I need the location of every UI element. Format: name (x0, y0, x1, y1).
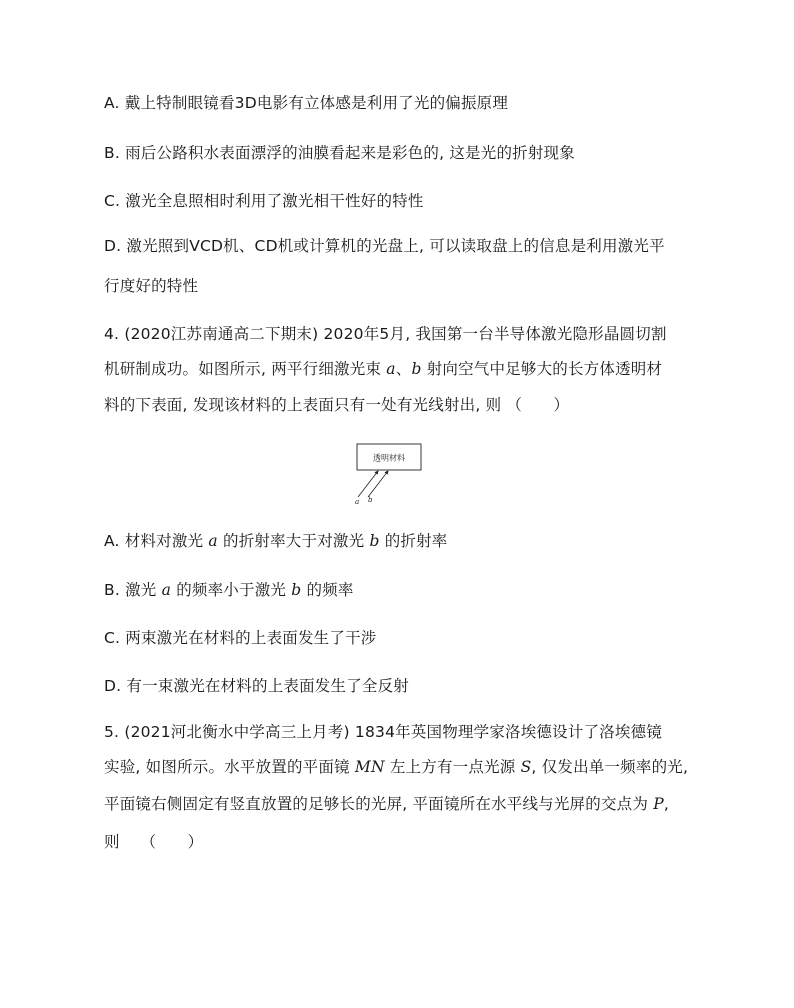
var-s: S (520, 758, 532, 776)
q5-stem-text: , 仅发出单一频率的光, (531, 758, 689, 776)
laser-beam-a (358, 471, 378, 497)
q3-option-d-line2: 行度好的特性 (104, 277, 199, 295)
var-a: a (208, 532, 218, 550)
var-b: b (411, 360, 422, 378)
q5-stem-line4: 则 （ ） (104, 833, 204, 851)
q4-stem-line1: 4. (2020江苏南通高二下期末) 2020年5月, 我国第一台半导体激光隐形晶圆切割 (104, 325, 667, 343)
q4-option-c: C. 两束激光在材料的上表面发生了干涉 (104, 629, 377, 647)
q5-stem-text: 平面镜右侧固定有竖直放置的足够长的光屏, 平面镜所在水平线与光屏的交点为 (104, 795, 654, 813)
q4-stem-line3: 料的下表面, 发现该材料的上表面只有一处有光线射出, 则 （ ） (104, 396, 570, 414)
q4-stem-text: 射向空气中足够大的长方体透明材 (421, 360, 663, 378)
transparent-material-figure (340, 440, 450, 506)
q4-stem-line2 (104, 359, 662, 379)
var-a: a (161, 581, 172, 599)
q4-option-a (104, 531, 448, 551)
q5-stem-text: , (663, 795, 669, 813)
q5-stem-text: 实验, 如图所示。水平放置的平面镜 (104, 758, 355, 776)
option-text: 的折射率大于对激光 (217, 532, 370, 550)
q5-stem-line2 (104, 757, 688, 777)
q4-stem-text: 、 (395, 360, 412, 378)
beam-label-a: a (355, 498, 360, 506)
option-text: 的折射率 (379, 532, 448, 550)
option-text: A. 材料对激光 (104, 532, 209, 550)
var-p: P (653, 795, 664, 813)
q5-stem-line3 (104, 794, 669, 814)
q3-option-d-line1: D. 激光照到VCD机、CD机或计算机的光盘上, 可以读取盘上的信息是利用激光平 (104, 237, 665, 255)
beam-label-b: b (368, 496, 373, 504)
option-text: B. 激光 (104, 581, 162, 599)
option-text: 的频率小于激光 (171, 581, 292, 599)
q5-stem-line1: 5. (2021河北衡水中学高三上月考) 1834年英国物理学家洛埃德设计了洛埃德镜 (104, 723, 663, 741)
q4-option-b (104, 580, 354, 600)
q4-option-d: D. 有一束激光在材料的上表面发生了全反射 (104, 677, 409, 695)
q4-stem-text: 机研制成功。如图所示, 两平行细激光束 (104, 360, 387, 378)
var-b: b (291, 581, 302, 599)
q5-stem-text: 左上方有一点光源 (384, 758, 521, 776)
laser-beam-b (368, 471, 388, 497)
var-a: a (386, 360, 396, 378)
q3-option-a: A. 戴上特制眼镜看3D电影有立体感是利用了光的偏振原理 (104, 94, 509, 112)
q3-option-c: C. 激光全息照相时利用了激光相干性好的特性 (104, 192, 424, 210)
var-mn: MN (354, 758, 385, 776)
option-text: 的频率 (301, 581, 354, 599)
material-label: 透明材料 (373, 453, 405, 463)
var-b: b (369, 532, 380, 550)
q3-option-b: B. 雨后公路积水表面漂浮的油膜看起来是彩色的, 这是光的折射现象 (104, 144, 575, 162)
